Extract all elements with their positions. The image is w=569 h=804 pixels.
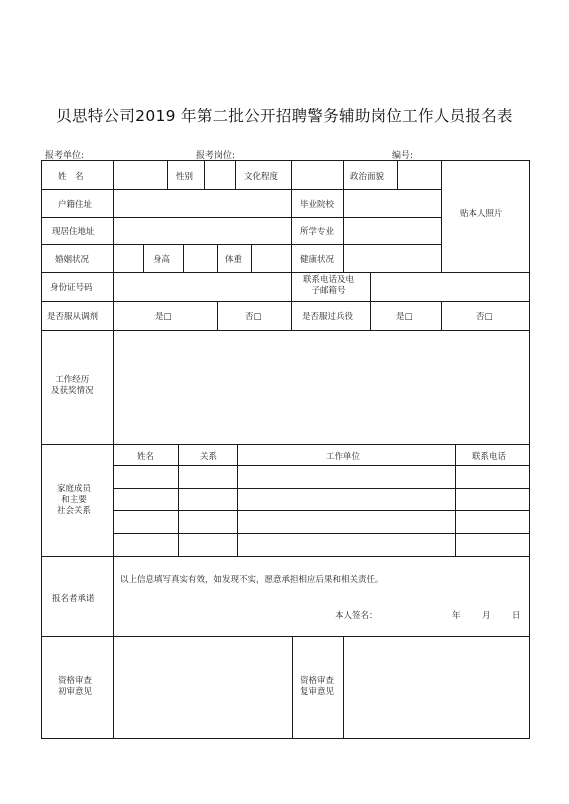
apply-position-label: 报考岗位: xyxy=(196,151,236,161)
year-label: 年 xyxy=(452,611,461,621)
education-label: 文化程度 xyxy=(244,172,279,182)
apply-unit-label: 报考单位: xyxy=(45,151,85,161)
first-review-label: 资格审查 初审意见 xyxy=(58,676,93,697)
transfer-label: 是否服从调剂 xyxy=(47,312,99,322)
transfer-no-checkbox[interactable]: 否□ xyxy=(245,312,262,322)
family-label: 家庭成员 和主要 社会关系 xyxy=(57,484,92,516)
name-label: 姓 名 xyxy=(58,172,84,182)
graduate-school-label: 毕业院校 xyxy=(300,200,335,210)
month-label: 月 xyxy=(482,611,491,621)
photo-label: 贴本人照片 xyxy=(460,209,503,219)
military-no-checkbox[interactable]: 否□ xyxy=(476,312,493,322)
weight-label: 体重 xyxy=(225,255,243,265)
second-review-label: 资格审查 复审意见 xyxy=(300,676,335,697)
promise-label: 报名者承诺 xyxy=(52,594,95,604)
family-col-phone: 联系电话 xyxy=(472,452,507,462)
family-col-name: 姓名 xyxy=(137,452,155,462)
family-col-relation: 关系 xyxy=(200,452,218,462)
family-col-work: 工作单位 xyxy=(326,452,361,462)
height-label: 身高 xyxy=(153,255,171,265)
id-number-label: 身份证号码 xyxy=(50,283,93,293)
contact-label: 联系电话及电 子邮箱号 xyxy=(303,275,355,296)
number-label: 编号: xyxy=(392,151,414,161)
experience-label: 工作经历 及获奖情况 xyxy=(51,375,94,396)
marital-status-label: 婚姻状况 xyxy=(55,255,90,265)
military-label: 是否服过兵役 xyxy=(302,312,354,322)
politics-label: 政治面貌 xyxy=(350,172,385,182)
military-yes-checkbox[interactable]: 是□ xyxy=(396,312,413,322)
transfer-yes-checkbox[interactable]: 是□ xyxy=(155,312,172,322)
major-label: 所学专业 xyxy=(300,227,335,237)
hukou-address-label: 户籍住址 xyxy=(58,200,93,210)
health-label: 健康状况 xyxy=(300,255,335,265)
form-title: 贝思特公司2019 年第二批公开招聘警务辅助岗位工作人员报名表 xyxy=(56,107,513,125)
day-label: 日 xyxy=(512,611,521,621)
gender-label: 性别 xyxy=(176,172,194,182)
current-address-label: 现居住地址 xyxy=(52,227,95,237)
promise-text: 以上信息填写真实有效，如发现不实，愿意承担相应后果和相关责任。 xyxy=(120,575,384,585)
signature-label: 本人签名： xyxy=(335,611,378,621)
